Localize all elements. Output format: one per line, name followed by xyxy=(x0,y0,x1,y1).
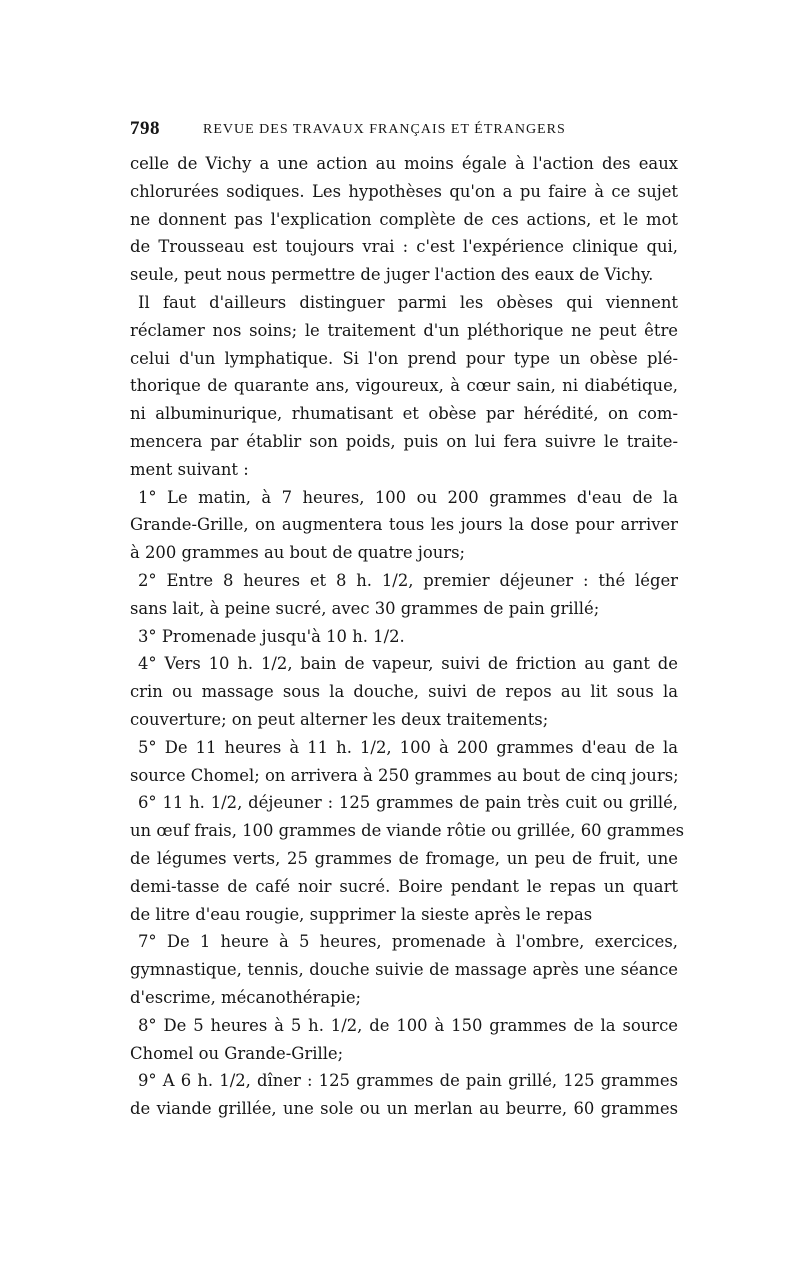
text-line: un œuf frais, 100 grammes de viande rôtie ou grillée, 60 grammes xyxy=(130,821,685,841)
text-line: de Trousseau est toujours vrai : c'est l'expérience clinique qui, xyxy=(130,237,678,257)
text-line: demi-tasse de café noir sucré. Boire pendant le repas un quart xyxy=(130,876,678,896)
text-line: de viande grillée, une sole ou un merlan au beurre, 60 grammes xyxy=(130,1099,678,1119)
text-line: sans lait, à peine sucré, avec 30 grammes de pain grillé; xyxy=(130,598,600,618)
text-line: Il faut d'ailleurs distinguer parmi les obèses qui viennent xyxy=(138,292,678,312)
text-line: 6° 11 h. 1/2, déjeuner : 125 grammes de pain très cuit ou grillé, xyxy=(138,793,678,813)
text-line: crin ou massage sous la douche, suivi de repos au lit sous la xyxy=(130,682,678,702)
text-line: à 200 grammes au bout de quatre jours; xyxy=(130,543,466,563)
text-line: mencera par établir son poids, puis on lui fera suivre le traite- xyxy=(130,431,678,451)
text-line: 3° Promenade jusqu'à 10 h. 1/2. xyxy=(138,626,405,646)
text-line: 2° Entre 8 heures et 8 h. 1/2, premier déjeuner : thé léger xyxy=(138,570,678,590)
text-line: d'escrime, mécanothérapie; xyxy=(130,987,362,1007)
running-head xyxy=(130,118,678,144)
text-line: thorique de quarante ans, vigoureux, à cœur sain, ni diabétique, xyxy=(130,376,678,396)
text-line: 5° De 11 heures à 11 h. 1/2, 100 à 200 grammes d'eau de la xyxy=(138,737,678,757)
text-line: gymnastique, tennis, douche suivie de massage après une séance xyxy=(130,960,678,980)
text-line: 1° Le matin, à 7 heures, 100 ou 200 grammes d'eau de la xyxy=(138,487,678,507)
text-line: ni albuminurique, rhumatisant et obèse par hérédité, on com- xyxy=(130,404,678,424)
text-line: source Chomel; on arrivera à 250 grammes au bout de cinq jours; xyxy=(130,765,679,785)
text-line: 9° A 6 h. 1/2, dîner : 125 grammes de pain grillé, 125 grammes xyxy=(138,1071,678,1091)
body-text xyxy=(130,150,685,1123)
text-line: ment suivant : xyxy=(130,459,249,479)
page-number: 798 xyxy=(130,118,160,139)
text-line: Chomel ou Grande-Grille; xyxy=(130,1043,344,1063)
text-line: 7° De 1 heure à 5 heures, promenade à l'ombre, exercices, xyxy=(138,932,678,952)
text-line: 8° De 5 heures à 5 h. 1/2, de 100 à 150 grammes de la source xyxy=(138,1015,678,1035)
running-title: REVUE DES TRAVAUX FRANÇAIS ET ÉTRANGERS xyxy=(203,122,566,137)
text-line: seule, peut nous permettre de juger l'action des eaux de Vichy. xyxy=(130,265,654,285)
text-line: réclamer nos soins; le traitement d'un pléthorique ne peut être xyxy=(130,320,678,340)
text-line: chlorurées sodiques. Les hypothèses qu'on a pu faire à ce sujet xyxy=(130,181,678,201)
text-line: Grande-Grille, on augmentera tous les jours la dose pour arriver xyxy=(130,515,678,535)
text-line: ne donnent pas l'explication complète de ces actions, et le mot xyxy=(130,209,678,229)
text-line: celui d'un lymphatique. Si l'on prend pour type un obèse plé- xyxy=(130,348,678,368)
text-line: de litre d'eau rougie, supprimer la sieste après le repas xyxy=(130,904,593,924)
text-line: celle de Vichy a une action au moins égale à l'action des eaux xyxy=(130,154,678,173)
text-line: de légumes verts, 25 grammes de fromage, un peu de fruit, une xyxy=(130,848,678,868)
text-line: 4° Vers 10 h. 1/2, bain de vapeur, suivi de friction au gant de xyxy=(138,654,678,674)
text-line: couverture; on peut alterner les deux traitements; xyxy=(130,709,549,729)
book-page xyxy=(130,118,685,1123)
